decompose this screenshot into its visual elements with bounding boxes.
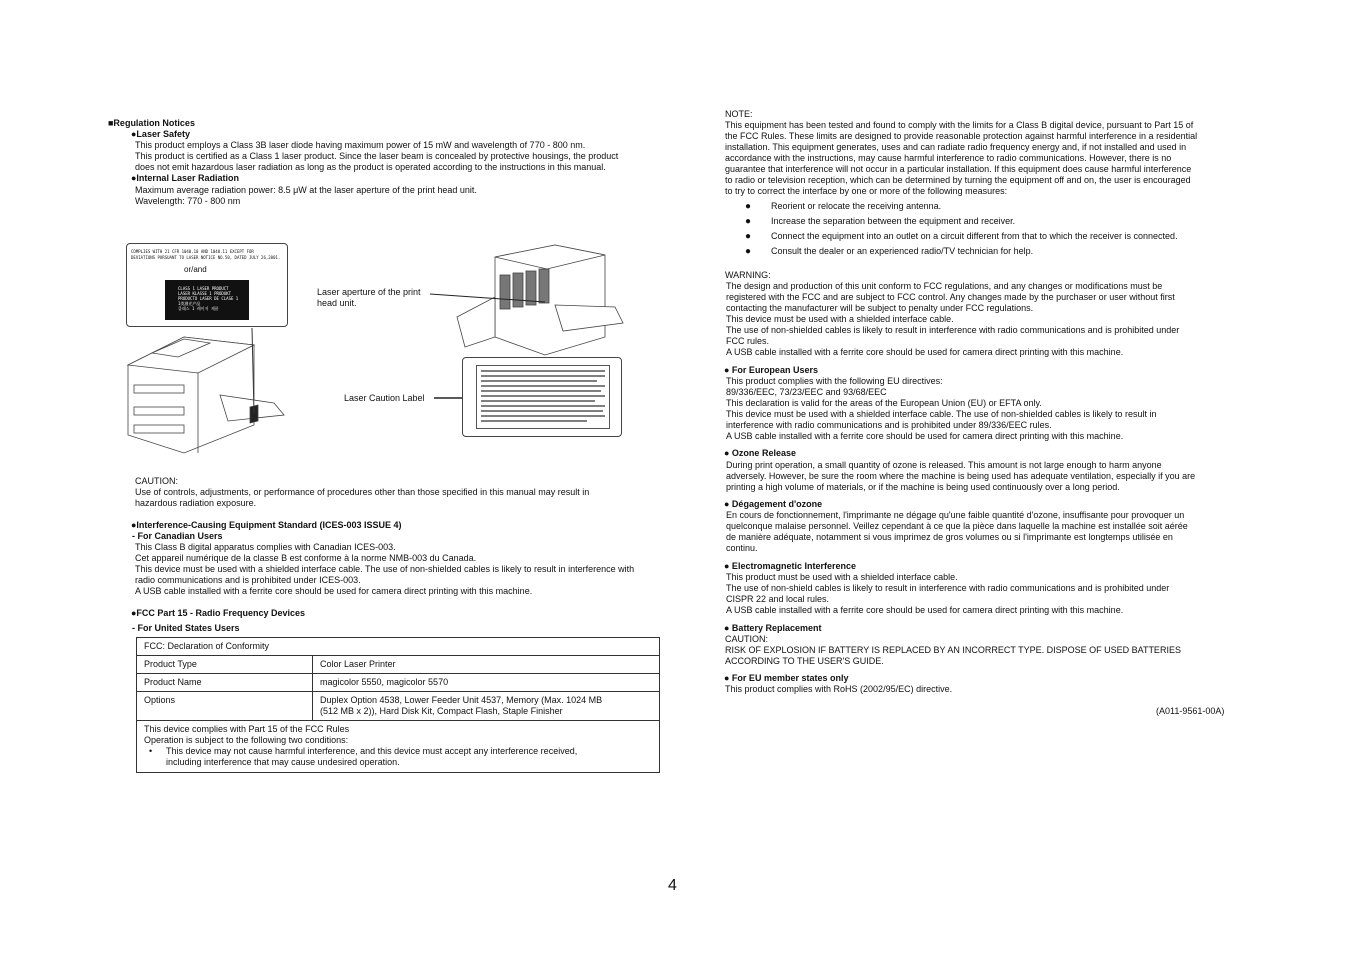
note-line: to radio or television reception, which can be determined by turning the equipment off and on, the user is encouraged [725,175,1191,185]
eu-member-heading: ● For EU member states only [724,673,849,683]
warning-line: A USB cable installed with a ferrite core should be used for camera direct printing with this machine. [726,347,1124,357]
list-item-text: Increase the separation between the equipment and receiver. [771,216,1016,226]
footer-bullet [144,746,652,768]
ices-text: This device must be used with a shielded interface cable. The use of non-shielded cables is likely to result in interference with [135,564,635,574]
battery-line: CAUTION: [725,634,769,644]
footer-text: This device complies with Part 15 of the FCC Rules [144,724,350,734]
eu-line: 89/336/EEC, 73/23/EEC and 93/68/EEC [726,387,887,397]
cfr-label-text: DEVIATIONS PURSUANT TO LASER NOTICE NO.50, DATED JULY 26,2001. [131,255,281,260]
emi-line: CISPR 22 and local rules. [726,594,830,604]
table-cell-value [313,692,660,721]
class1-label-text: CLASS 1 LASER PRODUCT [178,286,229,291]
document-code: (A011-9561-00A) [1156,706,1225,716]
list-item-text: Reorient or relocate the receiving antenna. [771,201,942,211]
printer-illustration-left [124,325,289,465]
table-footer [137,721,660,773]
footer-text: Operation is subject to the following two conditions: [144,735,349,745]
laser-caution-label-box [462,357,622,437]
canadian-users-heading: - For Canadian Users [132,531,223,541]
laser-safety-text: This product employs a Class 3B laser diode having maximum power of 15 mW and wavelength of 770 - 800 nm. [135,140,586,150]
eu-line: This device must be used with a shielded interface cable. The use of non-shielded cables is likely to result in [726,409,1157,419]
options-text: (512 MB x 2)), Hard Disk Kit, Compact Flash, Staple Finisher [320,706,563,716]
laser-safety-heading: ●Laser Safety [131,129,190,139]
footer-bullet-text: including interference that may cause undesired operation. [166,757,400,767]
ices-text: This Class B digital apparatus complies with Canadian ICES-003. [135,542,396,552]
emi-line: This product must be used with a shielded interface cable. [726,572,958,582]
eu-line: This product complies with the following EU directives: [726,376,943,386]
battery-line: RISK OF EXPLOSION IF BATTERY IS REPLACED BY AN INCORRECT TYPE. DISPOSE OF USED BATTERIES [725,645,1181,655]
aperture-callout-text: Laser aperture of the print [317,287,421,297]
table-title: FCC: Declaration of Conformity [137,638,660,656]
list-item-text: Consult the dealer or an experienced radio/TV technician for help. [771,246,1034,256]
page-number: 4 [668,877,677,894]
regulation-notices-heading: ■Regulation Notices [108,118,195,128]
internal-laser-text: Wavelength: 770 - 800 nm [135,196,241,206]
or-and-text: or/and [184,265,207,274]
table-row [137,721,660,773]
note-line: accordance with the instructions, may cause harmful interference to radio communications. However, there is no [725,153,1172,163]
emi-line: A USB cable installed with a ferrite core should be used for camera direct printing with this machine. [726,605,1124,615]
bullet-icon: ● [745,201,752,212]
aperture-callout-text: head unit. [317,298,357,308]
ozone-heading: ● Ozone Release [724,448,796,458]
ices-heading: ●Interference-Causing Equipment Standard (ICES-003 ISSUE 4) [131,520,402,530]
class1-label [165,280,249,320]
internal-laser-heading: ●Internal Laser Radiation [131,173,239,183]
bullet-icon: ● [745,231,752,242]
bullet-icon: • [149,746,153,756]
table-cell-value: Color Laser Printer [313,656,660,674]
table-cell-key: Options [137,692,313,721]
emi-line: The use of non-shield cables is likely to result in interference with radio communications and is prohibited under [726,583,1170,593]
degagement-heading: ● Dégagement d'ozone [724,499,823,509]
degagement-line: En cours de fonctionnement, l'imprimante ne dégage qu'une faible quantité d'ozone, insuffisante pour provoquer un [726,510,1185,520]
warning-line: FCC rules. [726,336,770,346]
table-cell-key: Product Type [137,656,313,674]
degagement-line: continu. [726,543,758,553]
battery-heading: ● Battery Replacement [724,623,822,633]
note-text [725,120,1231,197]
bullet-icon: ● [745,246,752,257]
eu-line: This declaration is valid for the areas of the European Union (EU) or EFTA only. [726,398,1042,408]
european-users-heading: ● For European Users [724,365,818,375]
note-line: guarantee that interference will not occur in a particular installation. If this equipment does cause harmful interference [725,164,1192,174]
warning-line: The use of non-shielded cables is likely to result in interference with radio communications and is prohibited under [726,325,1180,335]
regulatory-label-box [126,243,288,327]
note-title: NOTE: [725,109,753,119]
table-row [137,692,660,721]
warning-line: This device must be used with a shielded interface cable. [726,314,954,324]
class1-label-text: 1类激光产品 [178,301,201,306]
warning-line: contacting the manufacturer will be subject to penalty under FCC regulations. [726,303,1034,313]
cfr-label-text: COMPLIES WITH 21 CFR 1040.10 AND 1040.11 EXCEPT FOR [131,249,254,254]
warning-line: The design and production of this unit conform to FCC regulations, and any changes or modifications must be [726,281,1163,291]
warning-title: WARNING: [725,270,771,280]
fcc-declaration-table [136,637,660,773]
footer-bullet-text: This device may not cause harmful interference, and this device must accept any interference received, [166,746,578,756]
laser-safety-text: This product is certified as a Class 1 laser product. Since the laser beam is concealed by protective housings, the product [135,151,619,161]
internal-laser-text: Maximum average radiation power: 8.5 μW at the laser aperture of the print head unit. [135,185,477,195]
ozone-line: During print operation, a small quantity of ozone is released. This amount is not large enough to harm anyone [726,460,1162,470]
eu-line: interference with radio communications and is prohibited under 89/336/EEC rules. [726,420,1052,430]
warning-line: registered with the FCC and are subject to FCC control. Any changes made by the purchaser or user without first [726,292,1175,302]
ozone-line: printing a high volume of materials, or if the machine is being used continuously over a long period. [726,482,1120,492]
note-line: to try to correct the interface by one or more of the following measures: [725,186,1008,196]
degagement-line: de manière adéquate, notamment si vous imprimez de gros volumes ou si l'imprimante est longtemps utilisée en [726,532,1173,542]
list-item-text: Connect the equipment into an outlet on a circuit different from that to which the receiver is connected. [771,231,1178,241]
caution-title: CAUTION: [135,476,179,486]
table-row [137,656,660,674]
options-text: Duplex Option 4538, Lower Feeder Unit 4537, Memory (Max. 1024 MB [320,695,603,705]
class1-label-text: 클래스 1 레이저 제품 [178,306,219,311]
table-cell-value: magicolor 5550, magicolor 5570 [313,674,660,692]
table-row [137,674,660,692]
note-line: the FCC Rules. These limits are designed to provide reasonable protection against harmful interference in a residential [725,131,1198,141]
eu-member-text: This product complies with RoHS (2002/95/EC) directive. [725,684,953,694]
laser-caution-label [476,365,610,429]
laser-safety-text: does not emit hazardous laser radiation as long as the product is operated according to the instructions in this manual. [135,162,606,172]
ices-text: Cet appareil numérique de la classe B est conforme à la norme NMB-003 du Canada. [135,553,477,563]
ozone-line: adversely. However, be sure the room where the machine is being used has adequate ventilation, especially if you are [726,471,1196,481]
aperture-callout-line [430,290,550,306]
table-cell-key: Product Name [137,674,313,692]
class1-label-text: LASER KLASSE 1 PRODUKT [178,291,231,296]
us-users-heading: - For United States Users [132,623,240,633]
emi-heading: ● Electromagnetic Interference [724,561,856,571]
note-line: installation. This equipment generates, uses and can radiate radio frequency energy and, if not installed and used in [725,142,1187,152]
bullet-icon: ● [745,216,752,227]
caution-label-callout-text: Laser Caution Label [344,393,425,403]
fcc-heading: ●FCC Part 15 - Radio Frequency Devices [131,608,305,618]
ices-text: radio communications and is prohibited under ICES-003. [135,575,361,585]
eu-line: A USB cable installed with a ferrite core should be used for camera direct printing with this machine. [726,431,1124,441]
caution-text: Use of controls, adjustments, or performance of procedures other than those specified in this manual may result in [135,487,590,497]
ices-text: A USB cable installed with a ferrite core should be used for camera direct printing with this machine. [135,586,533,596]
caution-label-text-lines [477,366,609,428]
caution-text: hazardous radiation exposure. [135,498,257,508]
class1-label-text: PRODUCTO LASER DE CLASE 1 [178,296,239,301]
note-line: This equipment has been tested and found to comply with the limits for a Class B digital device, pursuant to Part 15 of [725,120,1194,130]
battery-line: ACCORDING TO THE USER'S GUIDE. [725,656,884,666]
degagement-line: quelconque malaise personnel. Veillez cependant à ce que la pièce dans laquelle la machine est installée soit aérée [726,521,1188,531]
table-row [137,638,660,656]
